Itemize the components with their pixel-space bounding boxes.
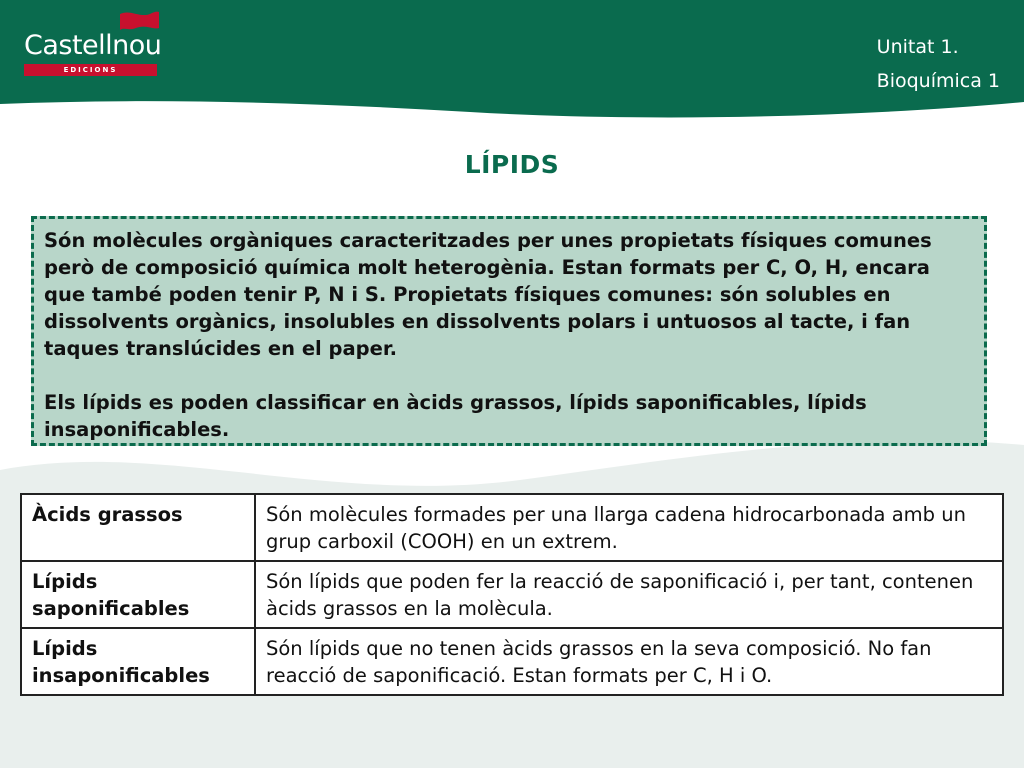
lipid-classification-table	[20, 493, 1004, 696]
table-row	[21, 628, 1003, 695]
row-term: Lípids insaponificables	[21, 628, 255, 695]
unit-heading	[877, 30, 1000, 98]
row-term: Àcids grassos	[21, 494, 255, 561]
logo-subtitle: EDICIONS	[24, 64, 157, 76]
row-description: Són lípids que poden fer la reacció de saponificació i, per tant, contenen àcids grassos en la molècula.	[255, 561, 1003, 628]
page-title: LÍPIDS	[464, 150, 560, 179]
row-term: Lípids saponificables	[21, 561, 255, 628]
table-row	[21, 494, 1003, 561]
table-row	[21, 561, 1003, 628]
definition-box	[31, 216, 987, 446]
publisher-logo	[18, 8, 166, 80]
definition-paragraph-1: Són molècules orgàniques caracteritzades per unes propietats físiques comunes però de composició química molt heterogènia. Estan formats per C, O, H, encara que també poden tenir P, N i S. Propietats físiques comunes: són solubles en dissolvents orgànics, insolubles en dissolvents polars i untuosos al tacte, i fan taques translúcides en el paper.	[44, 229, 932, 360]
subject-label: Bioquímica 1	[876, 70, 1000, 92]
definition-paragraph-2: Els lípids es poden classificar en àcids grassos, lípids saponificables, lípids insaponificables.	[44, 391, 867, 441]
row-description: Són molècules formades per una llarga cadena hidrocarbonada amb un grup carboxil (COOH) en un extrem.	[255, 494, 1003, 561]
row-description: Són lípids que no tenen àcids grassos en la seva composició. No fan reacció de saponificació. Estan formats per C, H i O.	[255, 628, 1003, 695]
unit-label: Unitat 1.	[876, 36, 959, 58]
logo-wordmark: Castellnou	[24, 30, 162, 61]
